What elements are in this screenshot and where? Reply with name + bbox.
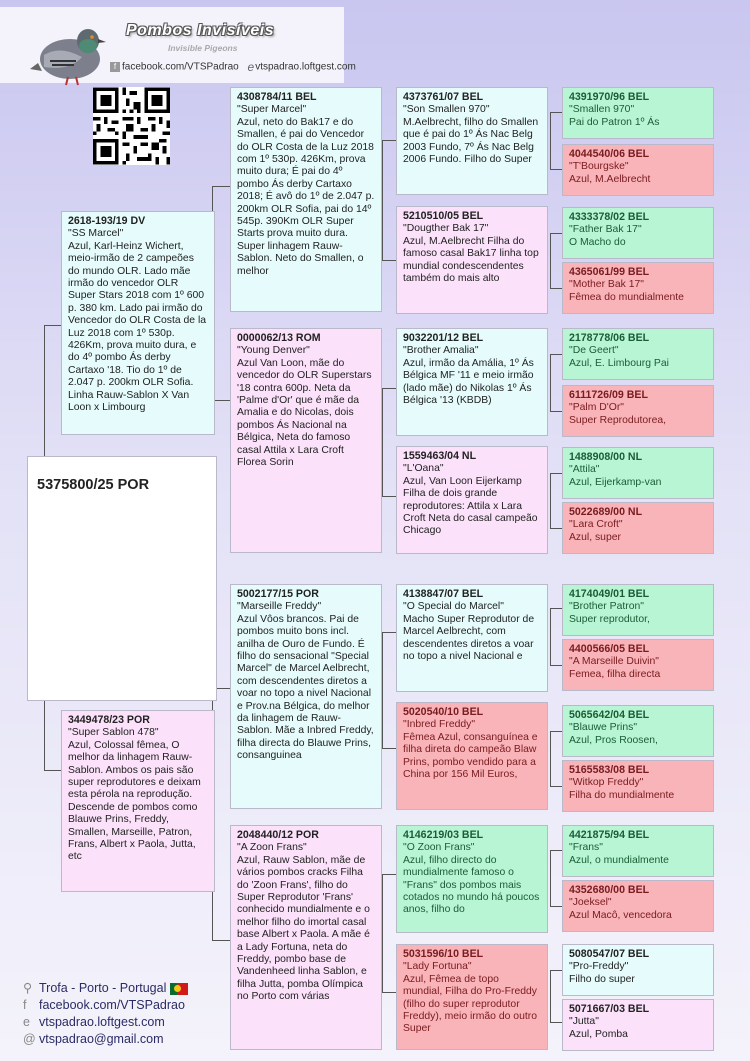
pigeon-name: "O Zoon Frans" [403,842,475,854]
ancestor-card[interactable] [562,760,714,812]
great-grandparent-card[interactable] [396,702,548,810]
ancestor-card[interactable] [562,999,714,1051]
footer-email-row [23,1031,188,1048]
pigeon-name: "T'Bourgske" [569,161,629,173]
ring-number: 5165583/08 BEL [569,764,650,776]
pigeon-description: Azul, Eijerkamp-van [569,476,662,488]
banner-contact [110,60,356,74]
ancestor-card[interactable] [562,880,714,932]
footer-website-row [23,1014,188,1031]
great-grandparent-card[interactable] [396,584,548,692]
pigeon-name: "Lara Croft" [569,519,623,531]
great-grandparent-card[interactable] [396,328,548,436]
location-pin-icon: ⚲ [23,981,33,995]
ring-number: 4333378/02 BEL [569,211,650,223]
pigeon-description: Super Reprodutorea, [569,414,667,426]
ancestor-card[interactable] [562,87,714,139]
ring-number: 5020540/10 BEL [403,706,484,718]
ring-number: 4365061/99 BEL [569,266,650,278]
pigeon-description: Azul, Karl-Heinz Wichert, meio-irmão de 2 campeões do mundo OLR. Lado mãe irmão do vencedor OLR Super Stars 2018 com 1º 600 p. 380 km. Lado pai irmão do Vencedor do OLR Costa de la Luz 2018 com 1º 530p. 426Km, prova muito dura, e do 4º pombo Ás derby Cartaxo '18. Tio do 1º de 2.047 p. 200km OLR Sofia. Linha Rauw-Sablon X Van Loon x Limbourg [68,240,207,414]
banner-facebook-link[interactable]: facebook.com/VTSPadrao [122,61,239,73]
pigeon-description: Azul Van Loon, mãe do vencedor do OLR Superstars '18 contra 600p. Neta da 'Palme d'Or' que é mãe da Amalia e do Nicolas, dois pombos Ás Nacional na Bélgica, Neta do famoso casal Attila x Lara Croft Florea Sorin [237,357,372,469]
pigeon-description: Azul, irmão da Amália, 1º Ás Bélgica MF '11 e meio irmão (lado mãe) do Nikolas 1º Ás Bélgica '13 (KBDB) [403,357,534,407]
ancestor-card[interactable] [562,825,714,877]
pigeon-name: "Smallen 970" [569,104,635,116]
pigeon-description: Azul, Colossal fêmea, O melhor da linhagem Rauw-Sablon. Ambos os pais são super reprodutores e deixam esta pérola na reprodução. Descende de pombos como Blauwe Prins, Freddy, Smallen, Marseille, Patron, Frans, Albert x Paola, Jutta, etc [68,739,201,863]
ring-number: 5080547/07 BEL [569,948,650,960]
pigeon-description: Fêmea Azul, consanguínea e filha direta do campeão Blaw Prins, pombo vendido para a China por 156 Mil Euros, [403,731,538,781]
pigeon-name: "L'Oana" [403,463,444,475]
ring-number: 2048440/12 POR [237,829,319,841]
footer-facebook-link[interactable]: facebook.com/VTSPadrao [39,998,185,1012]
pigeon-name: "Pro-Freddy" [569,961,629,973]
ring-number: 3449478/23 POR [68,714,150,726]
great-grandparent-card[interactable] [396,206,548,314]
ring-number: 4400566/05 BEL [569,643,650,655]
ring-number: 6111726/09 BEL [569,389,648,401]
pigeon-description: Fêmea do mundialmente [569,291,684,303]
pigeon-name: "A Marseille Duivin" [569,656,659,668]
grandparent-card[interactable] [230,328,382,553]
pigeon-name: "Inbred Freddy" [403,719,476,731]
pigeon-logo-icon [30,15,110,87]
ring-number: 4174049/01 BEL [569,588,650,600]
ring-number: 1488908/00 NL [569,451,643,463]
footer-website-link[interactable]: vtspadrao.loftgest.com [39,1015,165,1029]
pigeon-description: Filha do mundialmente [569,789,675,801]
pigeon-name: "Brother Amalia" [403,345,479,357]
pigeon-name: "Frans" [569,842,603,854]
grandparent-card[interactable] [230,87,382,312]
pigeon-description: Azul, o mundialmente [569,854,669,866]
pigeon-description: Azul, Rauw Sablon, mãe de vários pombos cracks Filha do 'Zoon Frans', filho do Super Reprodutor 'Frans' conhecido mundialmente e o melhor filho do imortal casal base Albert x Paola. A mãe é a Lady Fortuna, neta do Freddy, pombo base de Vandenheed linha Sablon, e filha Jutta, pomba Olímpica no Porto com várias [237,854,370,1003]
at-sign-icon: @ [23,1032,36,1046]
ancestor-card[interactable] [562,584,714,636]
pigeon-name: "SS Marcel" [68,228,124,240]
pigeon-description: Azul, E. Limbourg Pai [569,357,669,369]
website-icon: e [23,1015,30,1029]
great-grandparent-card[interactable] [396,944,548,1050]
portugal-flag-icon [170,983,188,995]
ancestor-card[interactable] [562,385,714,437]
pigeon-description: Filho do super [569,973,635,985]
banner-subtitle: Invisible Pigeons [168,43,238,53]
pigeon-description: Azul Vôos brancos. Pai de pombos muito bons incl. anilha de Ouro de Fundo. É filho do sensacional "Special Marcel" de Marcel Aelbrecht, com descendentes diretos a voar no topo a nivel Nacional e Prov.na Bélgica, do melhor da linhagem de Rauw-Sablon. Mãe a Inbred Freddy, filha directa do Blauwe Prins, consanguinea [237,613,374,762]
ring-number: 4352680/00 BEL [569,884,650,896]
pigeon-name: "Son Smallen 970" [403,104,490,116]
pigeon-description: Azul, filho directo do mundialmente famoso o "Frans" dos pombos mais cotados no mundo há poucos anos, filho do [403,854,540,916]
pigeon-name: "O Special do Marcel" [403,601,504,613]
banner-website-link[interactable]: vtspadrao.loftgest.com [255,61,356,73]
pigeon-name: "Marseille Freddy" [237,601,322,613]
grandparent-card[interactable] [230,825,382,1050]
ring-number: 2618-193/19 DV [68,215,146,227]
facebook-icon: f [23,998,27,1012]
ring-number: 5031596/10 BEL [403,948,484,960]
pigeon-name: "Dougther Bak 17" [403,223,489,235]
ring-number: 5210510/05 BEL [403,210,484,222]
footer-location: Trofa - Porto - Portugal [39,981,167,995]
pigeon-description: Pai do Patron 1º Ás [569,116,660,128]
pigeon-description: Azul, Fêmea de topo mundial, Filha do Pro-Freddy (filho do super reprodutor Freddy), meio irmão do outro Super [403,973,537,1035]
pigeon-description: Super reprodutor, [569,613,650,625]
pigeon-name: "Witkop Freddy" [569,777,644,789]
footer-facebook-row [23,997,188,1014]
great-grandparent-card[interactable] [396,825,548,933]
great-grandparent-card[interactable] [396,87,548,195]
grandparent-card[interactable] [230,584,382,809]
pigeon-name: "Lady Fortuna" [403,961,472,973]
ancestor-card[interactable] [562,705,714,757]
pigeon-description: Femea, filha directa [569,668,661,680]
subject-card[interactable] [27,456,217,701]
pigeon-name: "De Geert" [569,345,619,357]
ring-number: 4391970/96 BEL [569,91,650,103]
ancestor-card[interactable] [562,328,714,380]
pigeon-description: Azul, Pomba [569,1028,628,1040]
pigeon-description: Azul, Van Loon Eijerkamp Filha de dois grande reprodutores: Attila x Lara Croft Neta do casal campeão Chicago [403,475,538,537]
pigeon-name: "A Zoon Frans" [237,842,307,854]
pigeon-name: "Super Marcel" [237,104,307,116]
ring-number: 5002177/15 POR [237,588,319,600]
pigeon-name: "Mother Bak 17" [569,279,644,291]
ring-number: 4373761/07 BEL [403,91,484,103]
ring-number: 4138847/07 BEL [403,588,484,600]
ring-number: 0000062/13 ROM [237,332,321,344]
footer-contacts [23,980,188,1048]
pigeon-name: "Young Denver" [237,345,310,357]
footer-location-row [23,980,188,997]
pigeon-description: Azul, M.Aelbrecht Filha do famoso casal Bak17 linha top mundial condescendentes também do mais alto [403,235,539,285]
header-banner [0,7,356,83]
dam-card[interactable] [61,710,215,892]
sire-card[interactable] [61,211,215,435]
ancestor-card[interactable] [562,502,714,554]
banner-title: Pombos Invisíveis [126,22,275,39]
ancestor-card[interactable] [562,944,714,996]
great-grandparent-card[interactable] [396,446,548,554]
ring-number: 4146219/03 BEL [403,829,484,841]
ring-number: 5022689/00 NL [569,506,643,518]
pigeon-description: Macho Super Reprodutor de Marcel Aelbrecht, com descendentes diretos a voar no topo a nivel Nacional e [403,613,535,663]
pigeon-name: "Blauwe Prins" [569,722,638,734]
subject-ring-number: 5375800/25 POR [37,477,150,493]
pigeon-name: "Brother Patron" [569,601,644,613]
ring-number: 1559463/04 NL [403,450,477,462]
ring-number: 4044540/06 BEL [569,148,650,160]
ancestor-card[interactable] [562,639,714,691]
ancestor-card[interactable] [562,207,714,259]
ring-number: 4308784/11 BEL [237,91,317,103]
pigeon-name: "Super Sablon 478" [68,727,159,739]
ring-number: 5065642/04 BEL [569,709,650,721]
ancestor-card[interactable] [562,144,714,196]
ring-number: 9032201/12 BEL [403,332,484,344]
ring-number: 2178778/06 BEL [569,332,650,344]
pigeon-description: Azul, super [569,531,621,543]
ancestor-card[interactable] [562,447,714,499]
website-icon: e [247,60,255,74]
pigeon-name: "Father Bak 17" [569,224,642,236]
ring-number: 4421875/94 BEL [569,829,650,841]
pigeon-name: "Palm D'Or" [569,402,624,414]
ring-number: 5071667/03 BEL [569,1003,650,1015]
footer-email-link[interactable]: vtspadrao@gmail.com [39,1032,164,1046]
facebook-icon: f [110,62,120,72]
pigeon-description: M.Aelbrecht, filho do Smallen que é pai do 1º Ás Nac Belg 2003 Fundo, 7º Ás Nac Belg 2006 Fundo. Filho do Super [403,116,539,166]
pigeon-description: O Macho do [569,236,626,248]
pigeon-name: "Jutta" [569,1016,599,1028]
qr-code-icon[interactable] [93,87,170,165]
pigeon-description: Azul, M.Aelbrecht [569,173,651,185]
pigeon-name: "Attila" [569,464,600,476]
pigeon-description: Azul Macô, vencedora [569,909,672,921]
ancestor-card[interactable] [562,262,714,314]
pigeon-name: "Joeksel" [569,897,612,909]
pigeon-description: Azul, neto do Bak17 e do Smallen, é pai do Vencedor do OLR Costa de la Luz 2018 com 1º 530p. 426Km, prova muito dura; É pai do 4º pombo Ás derby Cartaxo 2018; É avô do 1º de 2.047 p. 200km OLR Sofia, pai do 14º 545p. 390Km OLR Super Starts prova muito dura. Super linhagem Rauw-Sablon. Neto do Smallen, o melhor [237,116,375,277]
pigeon-description: Azul, Pros Roosen, [569,734,658,746]
